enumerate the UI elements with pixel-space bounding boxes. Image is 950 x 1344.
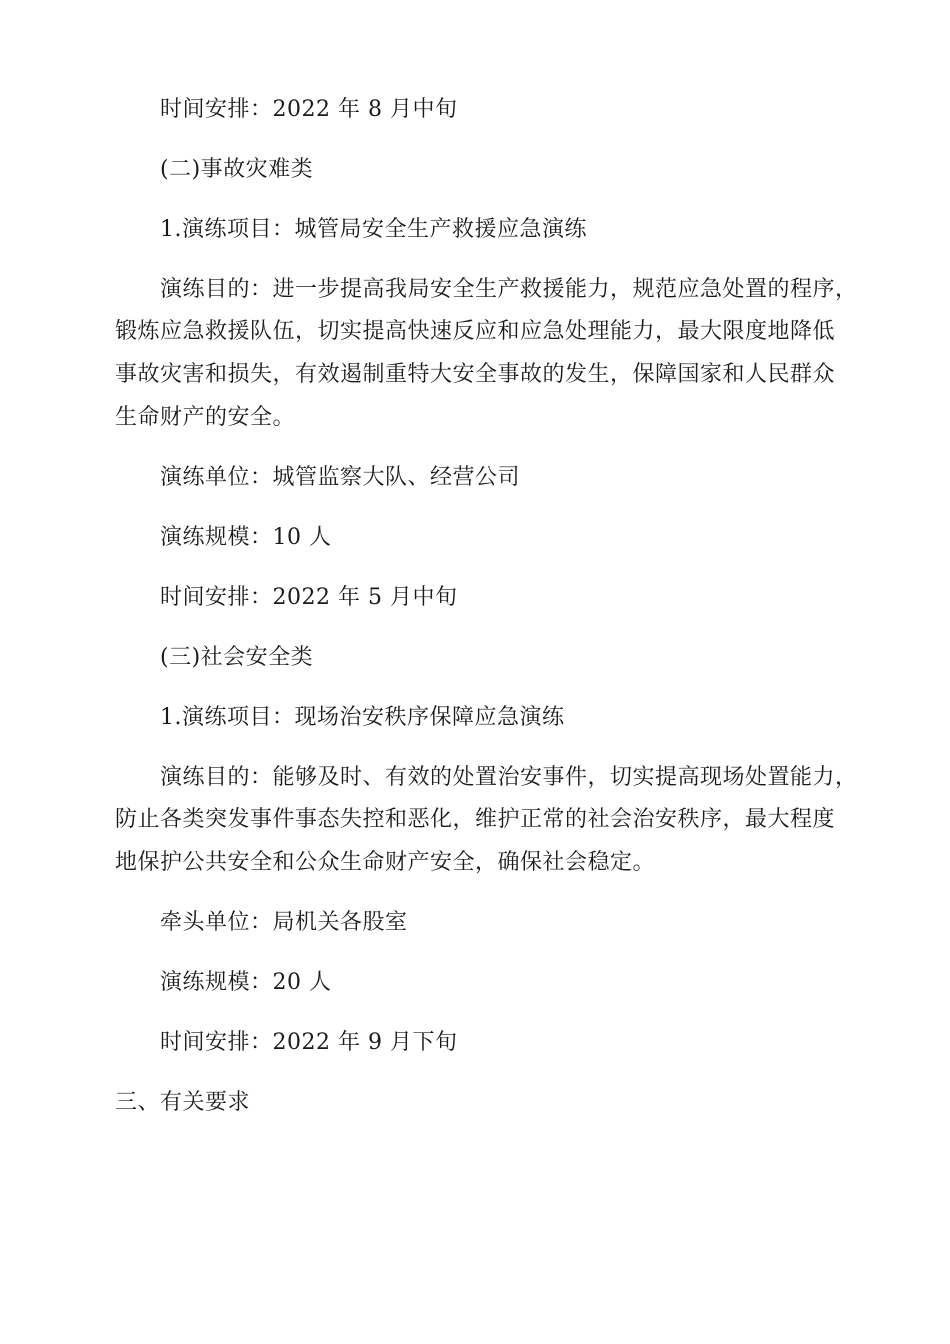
drill-purpose-line: 演练目的：能够及时、有效的处置治安事件，切实提高现场处置能力， <box>160 765 858 790</box>
section-heading-social-security: (三)社会安全类 <box>160 645 314 670</box>
drill-purpose-line: 锻炼应急救援队伍，切实提高快速反应和应急处理能力，最大限度地降低 <box>115 319 836 344</box>
drill-purpose-line: 演练目的：进一步提高我局安全生产救援能力，规范应急处置的程序， <box>160 277 858 302</box>
drill-scale-line: 演练规模：10 人 <box>160 525 332 550</box>
drill-item-title: 1.演练项目：城管局安全生产救援应急演练 <box>160 217 587 242</box>
drill-purpose-line: 事故灾害和损失，有效遏制重特大安全事故的发生，保障国家和人民群众 <box>115 362 836 387</box>
lead-unit-line: 牵头单位：局机关各股室 <box>160 910 408 935</box>
drill-purpose-line: 生命财产的安全。 <box>115 405 296 430</box>
time-schedule-line: 时间安排：2022 年 5 月中旬 <box>160 585 458 610</box>
time-schedule-line: 时间安排：2022 年 8 月中旬 <box>160 97 458 122</box>
drill-purpose-line: 地保护公共安全和公众生命财产安全，确保社会稳定。 <box>115 850 656 875</box>
drill-scale-line: 演练规模：20 人 <box>160 970 332 995</box>
section-heading-accident: (二)事故灾难类 <box>160 157 314 182</box>
drill-purpose-line: 防止各类突发事件事态失控和恶化，维护正常的社会治安秩序，最大程度 <box>115 807 836 832</box>
drill-unit-line: 演练单位：城管监察大队、经营公司 <box>160 465 521 490</box>
time-schedule-line: 时间安排：2022 年 9 月下旬 <box>160 1030 458 1055</box>
section-heading-requirements: 三、有关要求 <box>115 1090 251 1115</box>
drill-item-title: 1.演练项目：现场治安秩序保障应急演练 <box>160 705 565 730</box>
